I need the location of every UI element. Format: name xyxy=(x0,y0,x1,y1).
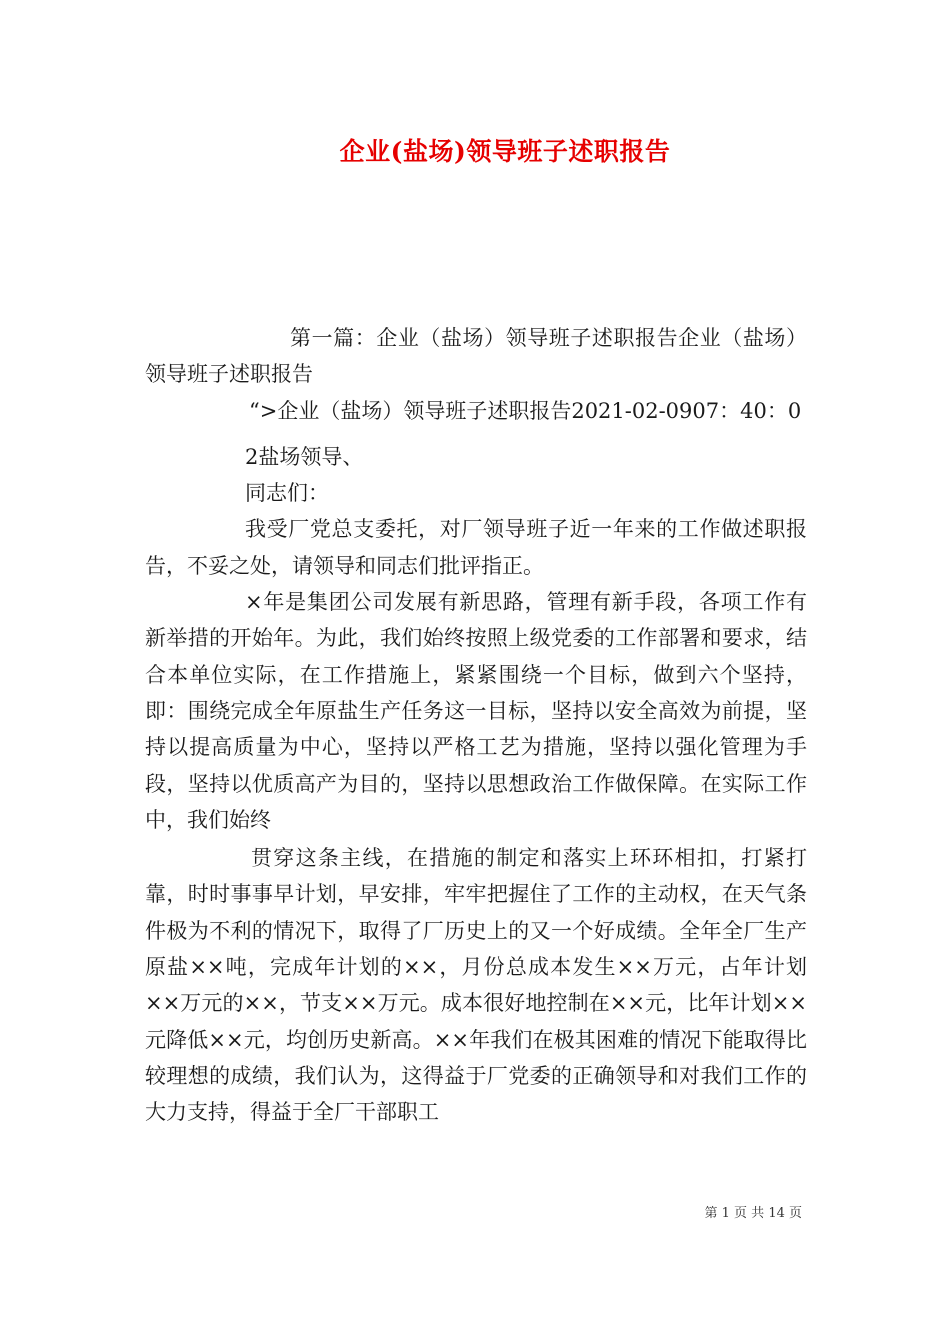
paragraph-salutation-1: 2盐场领导、 xyxy=(245,444,364,469)
document-title: 企业(盐场)领导班子述职报告 xyxy=(339,137,671,166)
paragraph-overview: ×年是集团公司发展有新思路，管理有新手段，各项工作有新举措的开始年。为此，我们始终按照上级党委的工作部署和要求，结合本单位实际，在工作措施上，紧紧围绕一个目标，做到六个坚持，即：围绕完成全年原盐生产任务这一目标，坚持以安全高效为前提，坚持以提高质量为中心，坚持以严格工艺为措施，坚持以强化管理为手段，坚持以优质高产为目的，坚持以思想政治工作做保障。在实际工作中，我们始终 xyxy=(145,590,807,832)
page-number: 第 1 页 共 14 页 xyxy=(704,1206,802,1221)
paragraph-results: 贯穿这条主线，在措施的制定和落实上环环相扣，打紧打靠，时时事事早计划，早安排，牢牢把握住了工作的主动权，在天气条件极为不利的情况下，取得了厂历史上的又一个好成绩。全年全厂生产原盐××吨，完成年计划的××，月份总成本发生××万元，占年计划××万元的××，节支××万元。成本很好地控制在××元，比年计划××元降低××元，均创历史新高。××年我们在极其困难的情况下能取得比较理想的成绩，我们认为，这得益于厂党委的正确领导和对我们工作的大力支持，得益于全厂干部职工 xyxy=(145,846,807,1125)
paragraph-intro: 我受厂党总支委托，对厂领导班子近一年来的工作做述职报告，不妥之处，请领导和同志们批评指正。 xyxy=(145,517,807,578)
paragraph-meta-line: “>企业（盐场）领导班子述职报告2021-02-0907：40：0 xyxy=(249,398,802,423)
document-body xyxy=(145,320,807,1131)
paragraph-chapter-heading: 第一篇：企业（盐场）领导班子述职报告企业（盐场）领导班子述职报告 xyxy=(145,326,807,387)
paragraph-salutation-2: 同志们： xyxy=(245,481,329,506)
